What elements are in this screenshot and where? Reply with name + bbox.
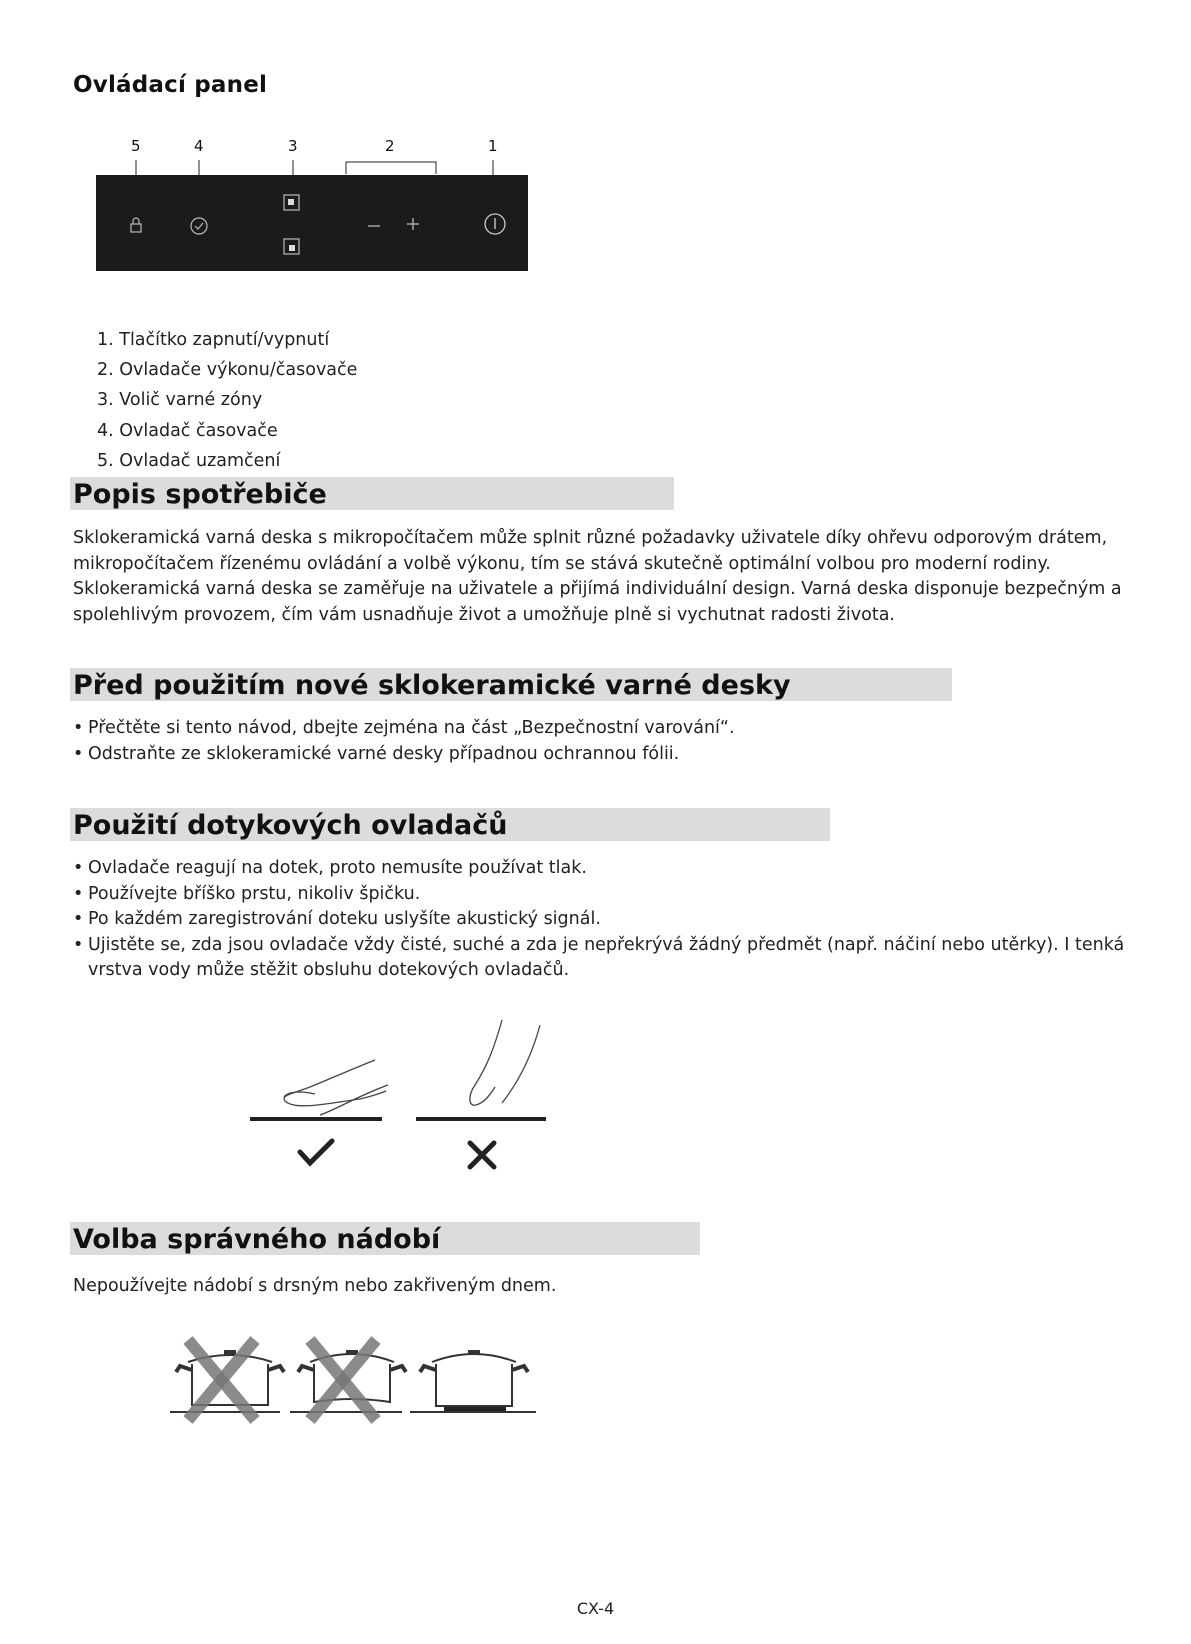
pot-correct-icon <box>410 1350 536 1412</box>
list-item: • Po každém zaregistrování doteku uslyšíte akustický signál. <box>73 907 1143 933</box>
list-item: 4. Ovladač časovače <box>97 420 278 441</box>
list-item: 1. Tlačítko zapnutí/vypnutí <box>97 330 330 350</box>
list-item: 3. Volič varné zóny <box>97 390 263 411</box>
control-panel-title: Ovládací panel <box>73 72 268 98</box>
plus-icon[interactable] <box>405 216 421 232</box>
pot-wrong-rough-icon <box>170 1340 284 1420</box>
section-heading-touch-controls <box>70 808 830 841</box>
control-panel-drawing <box>0 0 560 290</box>
list-item: • Používejte bříško prstu, nikoliv špičku. <box>73 882 1143 908</box>
page-number: CX-4 <box>576 1599 615 1618</box>
section-heading-cookware <box>70 1222 700 1255</box>
callout-5: 5 <box>131 137 141 155</box>
callout-3: 3 <box>288 137 298 155</box>
control-panel-figure <box>0 0 560 290</box>
list-item: • Odstraňte ze sklokeramické varné desky případnou ochrannou fólii. <box>73 742 1143 768</box>
power-icon[interactable] <box>483 212 507 236</box>
callout-2: 2 <box>385 137 395 155</box>
section-title: Popis spotřebiče <box>73 479 327 510</box>
section-title: Před použitím nové sklokeramické varné desky <box>73 670 791 701</box>
zone-selector-icon[interactable] <box>283 238 301 256</box>
list-item: 5. Ovladač uzamčení <box>97 450 281 471</box>
cookware-illustration <box>170 1330 540 1430</box>
callout-4: 4 <box>194 137 204 155</box>
minus-icon[interactable] <box>366 218 382 234</box>
section-title: Volba správného nádobí <box>73 1224 441 1255</box>
before-use-list <box>73 716 1143 767</box>
callout-1: 1 <box>488 137 498 155</box>
touch-controls-list <box>73 856 1143 984</box>
description-text: Sklokeramická varná deska s mikropočítačem může splnit různé požadavky uživatele díky ohřevu odporovým drátem, mikropočítačem řízenému ovládání a volbě výkonu, tím se stává skutečně optimální volbou pro moderní rodiny. Sklokeramická varná deska se zaměřuje na uživatele a přijímá individuální design. Varná deska disponuje bezpečným a spolehlivým provozem, čím vám usnadňuje život a umožňuje plně si vychutnat radosti života. <box>73 528 1122 625</box>
list-item: 2. Ovladače výkonu/časovače <box>97 360 358 381</box>
list-item: • Přečtěte si tento návod, dbejte zejména na část „Bezpečnostní varování“. <box>73 716 1143 742</box>
cookware-text: Nepoužívejte nádobí s drsným nebo zakřiveným dnem. <box>73 1276 557 1296</box>
section-heading-before-use <box>70 668 952 701</box>
control-panel-legend <box>97 325 357 476</box>
section-heading-description <box>70 477 674 510</box>
timer-icon[interactable] <box>188 215 210 237</box>
finger-touch-illustration <box>240 1015 560 1185</box>
list-item: • Ujistěte se, zda jsou ovladače vždy čisté, suché a zda je nepřekrývá žádný předmět (např. náčiní nebo utěrky). I tenká vrstva vody může stěžit obsluhu dotekových ovladačů. <box>73 933 1143 984</box>
section-title: Použití dotykových ovladačů <box>73 810 508 841</box>
lock-icon[interactable] <box>127 216 145 234</box>
zone-selector-icon[interactable] <box>283 194 301 212</box>
list-item: • Ovladače reagují na dotek, proto nemusíte používat tlak. <box>73 856 1143 882</box>
pot-wrong-curved-icon <box>290 1340 406 1420</box>
